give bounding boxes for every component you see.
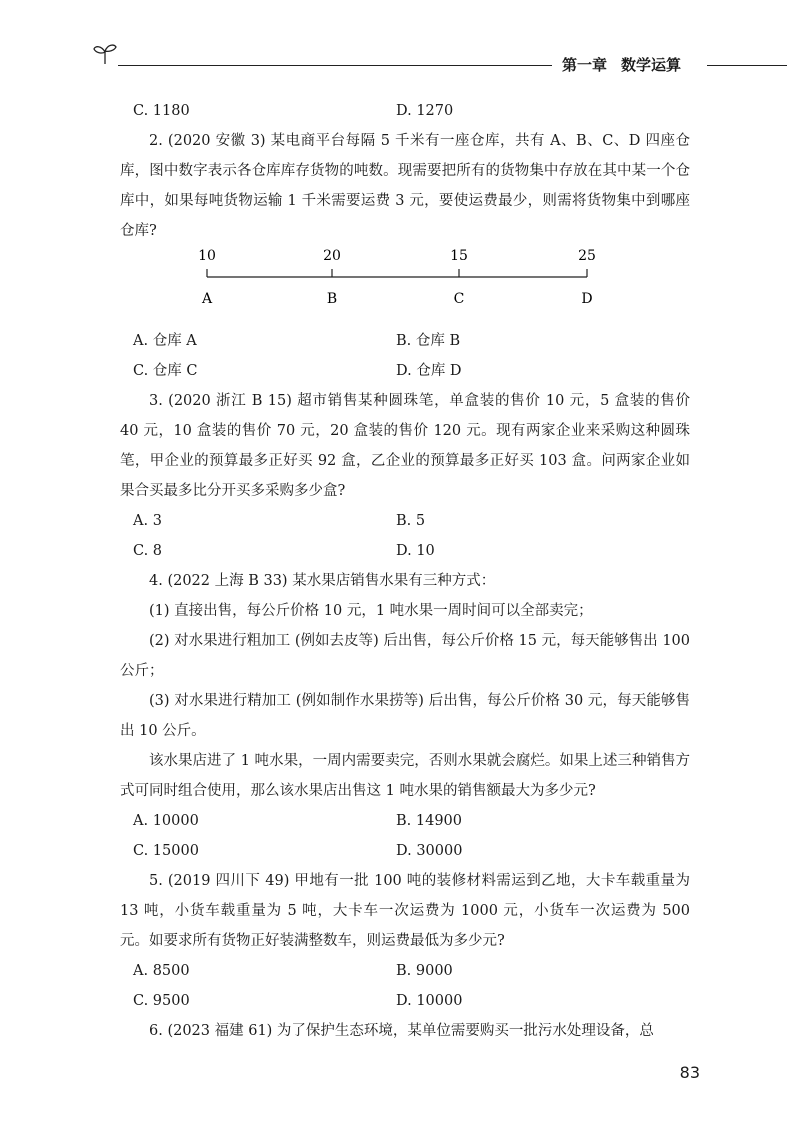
q3-option-a: A. 3 bbox=[133, 513, 162, 529]
warehouse-line-svg bbox=[120, 246, 690, 326]
q2-option-b: B. 仓库 B bbox=[396, 333, 461, 349]
q2-options-row1 bbox=[120, 326, 690, 356]
q4-option-b: B. 14900 bbox=[396, 813, 463, 829]
sprout-icon bbox=[92, 40, 118, 66]
q2-option-a: A. 仓库 A bbox=[133, 333, 197, 349]
q4-method-2: (2) 对水果进行粗加工 (例如去皮等) 后出售，每公斤价格 15 元，每天能够售出 100 公斤； bbox=[120, 633, 690, 679]
q3-options-row1 bbox=[120, 506, 690, 536]
q4-options-row1 bbox=[120, 806, 690, 836]
q4-option-a: A. 10000 bbox=[133, 813, 199, 829]
q5-option-a: A. 8500 bbox=[133, 963, 190, 979]
q4-stem: 4. (2022 上海 B 33) 某水果店销售水果有三种方式： bbox=[149, 573, 496, 589]
q4-method-3: (3) 对水果进行精加工 (例如制作水果捞等) 后出售，每公斤价格 30 元，每天能够售出 10 公斤。 bbox=[120, 693, 690, 739]
q2-option-c: C. 仓库 C bbox=[133, 363, 198, 379]
header-rule-right bbox=[707, 65, 787, 66]
q4-options-row2 bbox=[120, 836, 690, 866]
page-number: 83 bbox=[679, 1063, 700, 1082]
q5-option-c: C. 9500 bbox=[133, 993, 190, 1009]
q6-stem: 6. (2023 福建 61) 为了保护生态环境，某单位需要购买一批污水处理设备，总 bbox=[149, 1023, 654, 1039]
tons-a: 10 bbox=[198, 248, 216, 264]
q4-option-d: D. 30000 bbox=[396, 843, 463, 859]
header-rule-left bbox=[118, 65, 552, 66]
tons-b: 20 bbox=[323, 248, 341, 264]
q5-option-d: D. 10000 bbox=[396, 993, 463, 1009]
q1-option-d: D. 1270 bbox=[396, 103, 454, 119]
q1-options bbox=[120, 96, 690, 126]
q4-option-c: C. 15000 bbox=[133, 843, 199, 859]
chapter-title bbox=[562, 54, 695, 75]
q3-option-c: C. 8 bbox=[133, 543, 163, 559]
q3-stem: 3. (2020 浙江 B 15) 超市销售某种圆珠笔，单盒装的售价 10 元，5 盒装的售价 40 元，10 盒装的售价 70 元，20 盒装的售价 120 元。现有两家企业来采购这种圆珠笔，甲企业的预算最多正好买 92 盒，乙企业的预算最多正好买 103 盒。问两家企业如果合买最多比分开买多采购多少盒? bbox=[120, 393, 690, 499]
q4-method-1: (1) 直接出售，每公斤价格 10 元，1 吨水果一周时间可以全部卖完； bbox=[149, 603, 593, 619]
q5-options-row2 bbox=[120, 986, 690, 1016]
tons-c: 15 bbox=[450, 248, 468, 264]
q3-option-b: B. 5 bbox=[396, 513, 426, 529]
warehouse-d-label: D bbox=[581, 291, 593, 307]
q5-option-b: B. 9000 bbox=[396, 963, 453, 979]
section-label: 数学运算 bbox=[621, 56, 682, 74]
q3-option-d: D. 10 bbox=[396, 543, 435, 559]
warehouse-a-label: A bbox=[201, 291, 213, 307]
chapter-label: 第一章 bbox=[562, 56, 608, 74]
q2-stem: 2. (2020 安徽 3) 某电商平台每隔 5 千米有一座仓库，共有 A、B、C、D 四座仓库，图中数字表示各仓库库存货物的吨数。现需要把所有的货物集中存放在其中某一个仓库中，如果每吨货物运输 1 千米需要运费 3 元，要使运费最少，则需将货物集中到哪座仓库? bbox=[120, 133, 690, 239]
page-header bbox=[0, 0, 800, 80]
page-content bbox=[120, 96, 690, 1046]
q3-options-row2 bbox=[120, 536, 690, 566]
tons-d: 25 bbox=[578, 248, 596, 264]
q5-options-row1 bbox=[120, 956, 690, 986]
q5-stem: 5. (2019 四川下 49) 甲地有一批 100 吨的装修材料需运到乙地，大卡车载重量为 13 吨，小货车载重量为 5 吨，大卡车一次运费为 1000 元，小货车一次运费为 500 元。如要求所有货物正好装满整数车，则运费最低为多少元? bbox=[120, 873, 690, 949]
warehouse-c-label: C bbox=[453, 291, 465, 307]
warehouse-b-label: B bbox=[326, 291, 338, 307]
q2-options-row2 bbox=[120, 356, 690, 386]
q4-question: 该水果店进了 1 吨水果，一周内需要卖完，否则水果就会腐烂。如果上述三种销售方式可同时组合使用，那么该水果店出售这 1 吨水果的销售额最大为多少元? bbox=[120, 753, 690, 799]
q1-option-c: C. 1180 bbox=[133, 103, 190, 119]
q2-option-d: D. 仓库 D bbox=[396, 363, 462, 379]
warehouse-diagram bbox=[120, 246, 690, 326]
